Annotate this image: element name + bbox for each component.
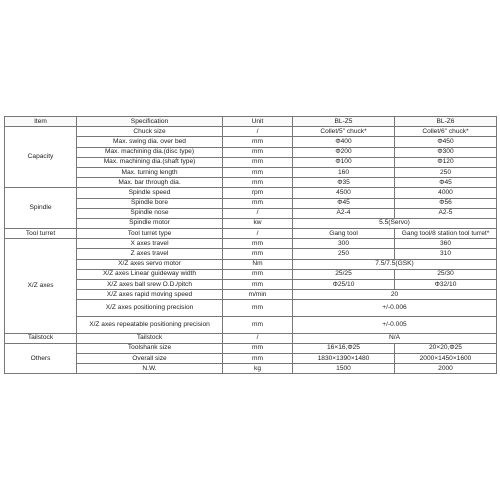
spec-cell: Max. turning length [77,167,223,177]
value-bl-z6: 2000 [395,364,497,374]
group-others: Others [5,343,77,374]
group-capacity: Capacity [5,127,77,188]
spec-cell: Spindle speed [77,188,223,198]
spec-cell: Spindle bore [77,198,223,208]
unit-cell: rpm [223,188,293,198]
table-row [5,147,497,157]
unit-cell: / [223,333,293,343]
spec-cell: X/Z axes positioning precision [77,300,223,317]
spec-cell: Toolshank size [77,343,223,353]
spec-cell: X axes travel [77,239,223,249]
value-bl-z6: Φ56 [395,198,497,208]
value-bl-z5: 25/25 [293,269,395,279]
table-row [5,300,497,317]
unit-cell: Nm [223,259,293,269]
table-row [5,229,497,239]
value-merged: N/A [293,333,497,343]
unit-cell: mm [223,249,293,259]
table-row [5,364,497,374]
value-bl-z6: Φ45 [395,178,497,188]
value-merged: 7.5/7.5(GSK) [293,259,497,269]
table-row [5,333,497,343]
table-row [5,290,497,300]
header-unit: Unit [223,117,293,127]
value-bl-z5: 160 [293,167,395,177]
value-bl-z5: Φ400 [293,137,395,147]
value-bl-z5: 300 [293,239,395,249]
spec-cell: Max. machining dia.(disc type) [77,147,223,157]
table-row [5,188,497,198]
spec-cell: X/Z axes rapid moving speed [77,290,223,300]
table-header-row [5,117,497,127]
value-bl-z6: Φ32/10 [395,280,497,290]
value-bl-z6: 4000 [395,188,497,198]
group-tool-turret: Tool turret [5,229,77,239]
group-tailstock: Tailstock [5,333,77,343]
table-row [5,269,497,279]
table-row [5,259,497,269]
value-bl-z5: 1830×1390×1480 [293,353,395,363]
group-spindle: Spindle [5,188,77,229]
unit-cell: / [223,208,293,218]
unit-cell: mm [223,343,293,353]
value-bl-z5: Gang tool [293,229,395,239]
table-row [5,249,497,259]
value-bl-z5: 250 [293,249,395,259]
table-row [5,157,497,167]
table-row [5,353,497,363]
spec-cell: Overall size [77,353,223,363]
value-bl-z6: Φ300 [395,147,497,157]
header-item: Item [5,117,77,127]
value-bl-z6: A2-5 [395,208,497,218]
value-bl-z6: 310 [395,249,497,259]
unit-cell: mm [223,353,293,363]
value-merged: +/-0.005 [293,316,497,333]
unit-cell: mm [223,167,293,177]
table-row [5,167,497,177]
table-row [5,127,497,137]
spec-cell: X/Z axes ball srew O.D./pitch [77,280,223,290]
spec-cell: Tool turret type [77,229,223,239]
spec-cell: Spindle nose [77,208,223,218]
unit-cell: kw [223,218,293,228]
table-row [5,208,497,218]
table-row [5,178,497,188]
value-merged: +/-0.006 [293,300,497,317]
unit-cell: mm [223,280,293,290]
unit-cell: m/min [223,290,293,300]
table-row [5,239,497,249]
value-bl-z6: 25/30 [395,269,497,279]
unit-cell: mm [223,157,293,167]
spec-cell: X/Z axes servo motor [77,259,223,269]
spec-cell: Max. swing dia. over bed [77,137,223,147]
value-bl-z6: Collet/6" chuck* [395,127,497,137]
value-bl-z5: A2-4 [293,208,395,218]
unit-cell: mm [223,239,293,249]
table-row [5,280,497,290]
spec-table [4,116,497,374]
spec-cell: Z axes travel [77,249,223,259]
value-bl-z6: 360 [395,239,497,249]
spec-cell: X/Z axes Linear guideway width [77,269,223,279]
unit-cell: mm [223,316,293,333]
spec-cell: N.W. [77,364,223,374]
unit-cell: / [223,127,293,137]
header-model-bl-z6: BL-Z6 [395,117,497,127]
unit-cell: mm [223,300,293,317]
table-row [5,218,497,228]
value-bl-z5: Φ25/10 [293,280,395,290]
value-bl-z6: 2000×1450×1600 [395,353,497,363]
header-specification: Specification [77,117,223,127]
value-bl-z6: Gang tool/8 station tool turret* [395,229,497,239]
value-bl-z5: Collet/5" chuck* [293,127,395,137]
table-row [5,198,497,208]
unit-cell: mm [223,198,293,208]
value-bl-z5: Φ35 [293,178,395,188]
unit-cell: kg [223,364,293,374]
header-model-bl-z5: BL-Z5 [293,117,395,127]
value-bl-z5: Φ45 [293,198,395,208]
table-row [5,316,497,333]
unit-cell: / [223,229,293,239]
spec-cell: Max. bar through dia. [77,178,223,188]
value-bl-z5: 16×16,Φ25 [293,343,395,353]
unit-cell: mm [223,178,293,188]
group-xz-axes: X/Z axes [5,239,77,333]
value-merged: 5.5(Servo) [293,218,497,228]
spec-cell: Max. machining dia.(shaft type) [77,157,223,167]
spec-cell: Spindle motor [77,218,223,228]
unit-cell: mm [223,147,293,157]
value-bl-z6: Φ120 [395,157,497,167]
value-bl-z5: 4500 [293,188,395,198]
value-bl-z5: 1500 [293,364,395,374]
table-row [5,137,497,147]
value-bl-z5: Φ100 [293,157,395,167]
table-row [5,343,497,353]
value-bl-z6: 20×20,Φ25 [395,343,497,353]
unit-cell: mm [223,269,293,279]
spec-cell: Chuck size [77,127,223,137]
value-merged: 20 [293,290,497,300]
spec-cell: Tailstock [77,333,223,343]
value-bl-z6: 250 [395,167,497,177]
spec-cell: X/Z axes repeatable positioning precision [77,316,223,333]
value-bl-z5: Φ200 [293,147,395,157]
value-bl-z6: Φ450 [395,137,497,147]
unit-cell: mm [223,137,293,147]
